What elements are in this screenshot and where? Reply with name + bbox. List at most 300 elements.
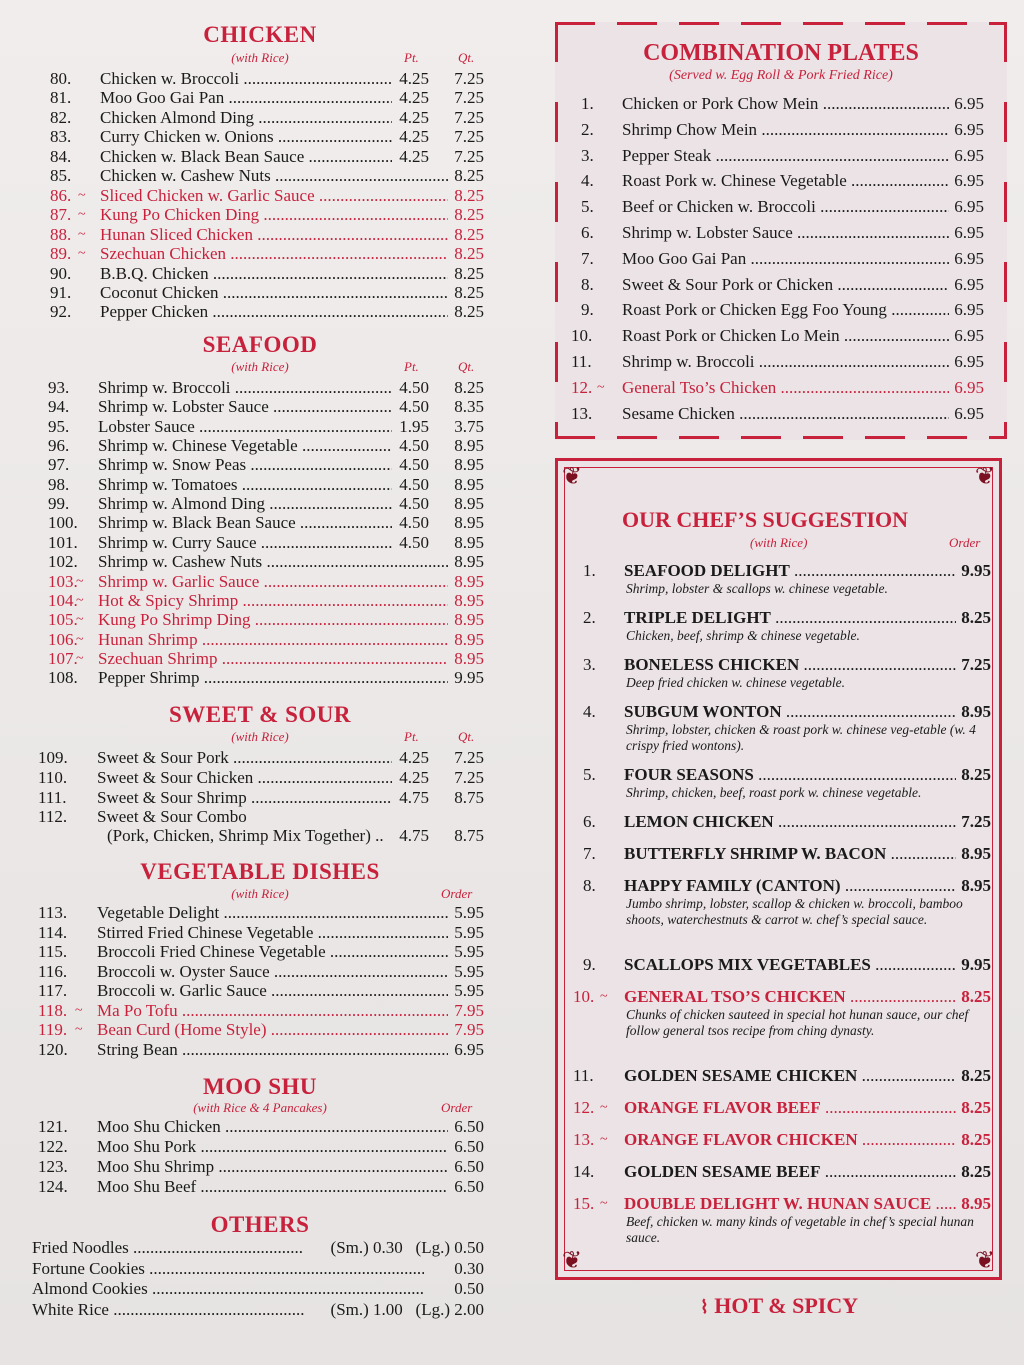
item-price-quart: 8.75 bbox=[454, 787, 484, 807]
item-number: 104. bbox=[48, 590, 78, 610]
menu-item bbox=[0, 513, 500, 533]
menu-item bbox=[0, 1117, 500, 1137]
item-name: Shrimp w. Broccoli ..... bbox=[622, 352, 949, 372]
item-name: Kung Po Shrimp Ding ..... bbox=[98, 610, 448, 630]
item-name: Broccoli Fried Chinese Vegetable ..... bbox=[97, 942, 448, 962]
menu-item bbox=[0, 88, 500, 108]
menu-item bbox=[0, 494, 500, 514]
item-number: 11. bbox=[571, 352, 592, 371]
item-price: 8.25 bbox=[454, 244, 484, 264]
item-price: 0.50 bbox=[454, 1279, 484, 1298]
item-price: 6.95 bbox=[954, 274, 984, 294]
item-number: 99. bbox=[48, 494, 70, 514]
item-number: 5. bbox=[581, 197, 594, 217]
item-price: 8.25 bbox=[961, 608, 991, 627]
item-number: 6. bbox=[583, 812, 596, 831]
item-price-pint: 4.25 bbox=[399, 88, 429, 108]
item-name: Fortune Cookies ..... bbox=[32, 1259, 424, 1279]
item-description: Chicken, beef, shrimp & chinese vegetable. bbox=[626, 628, 860, 643]
item-name: SCALLOPS MIX VEGETABLES ..... bbox=[624, 955, 956, 975]
item-name: Sweet & Sour Combo bbox=[97, 807, 247, 827]
item-price-quart: 8.95 bbox=[454, 532, 484, 552]
item-name: TRIPLE DELIGHT ..... bbox=[624, 608, 956, 628]
menu-item bbox=[0, 244, 500, 264]
menu-item bbox=[0, 1020, 500, 1040]
item-price-pint: 4.25 bbox=[399, 127, 429, 147]
hot-pepper-icon: ~ bbox=[78, 207, 86, 223]
item-price: 8.25 bbox=[961, 1066, 991, 1085]
combo-subtitle: (Served w. Egg Roll & Pork Fried Rice) bbox=[669, 68, 893, 83]
item-name: White Rice ..... bbox=[32, 1300, 304, 1320]
hot-pepper-icon: ~ bbox=[76, 631, 84, 647]
item-number: 92. bbox=[50, 302, 72, 322]
item-price: 6.95 bbox=[954, 300, 984, 320]
item-name: Stirred Fried Chinese Vegetable ..... bbox=[97, 923, 448, 943]
item-price: 6.95 bbox=[954, 94, 984, 113]
combo-border-left bbox=[555, 22, 558, 439]
item-price: 8.95 bbox=[454, 571, 484, 591]
item-number: 105. bbox=[48, 610, 78, 630]
item-name: Shrimp w. Snow Peas ..... bbox=[98, 455, 392, 475]
chefs-suggestion-box bbox=[555, 458, 1002, 1280]
item-price-pint: 1.95 bbox=[399, 416, 429, 436]
item-price-pint: 4.50 bbox=[399, 378, 429, 397]
item-number: 10. bbox=[573, 987, 595, 1006]
item-name: Sweet & Sour Shrimp ..... bbox=[97, 788, 392, 808]
item-price-pint: 4.25 bbox=[399, 767, 429, 787]
item-number: 4. bbox=[581, 171, 594, 191]
sweetsour-pt-header: Pt. bbox=[404, 729, 419, 744]
item-number: 116. bbox=[38, 961, 68, 981]
item-number: 120. bbox=[38, 1039, 68, 1059]
item-name: Roast Pork or Chicken Egg Foo Young ..... bbox=[622, 300, 949, 320]
item-number: 13. bbox=[573, 1130, 595, 1149]
item-price: 6.50 bbox=[454, 1117, 484, 1136]
item-price: 8.95 bbox=[454, 648, 484, 668]
item-number: 91. bbox=[50, 282, 72, 302]
item-name: HAPPY FAMILY (CANTON) ..... bbox=[624, 876, 956, 896]
menu-item bbox=[0, 455, 500, 475]
item-number: 15. bbox=[573, 1194, 595, 1213]
item-name: Ma Po Tofu ..... bbox=[97, 1001, 448, 1021]
hot-pepper-icon: ~ bbox=[76, 612, 84, 628]
item-name: BUTTERFLY SHRIMP W. BACON ..... bbox=[624, 844, 956, 864]
combo-price-pint: 4.75 bbox=[399, 826, 429, 845]
item-price: 8.25 bbox=[961, 1162, 991, 1181]
item-name: BONELESS CHICKEN ..... bbox=[624, 655, 956, 675]
item-name: LEMON CHICKEN ..... bbox=[624, 812, 956, 832]
item-price: 5.95 bbox=[454, 903, 484, 922]
hot-pepper-icon: ~ bbox=[76, 573, 84, 589]
item-name: Shrimp w. Garlic Sauce ..... bbox=[98, 572, 448, 592]
menu-item bbox=[0, 981, 500, 1001]
item-number: 7. bbox=[581, 248, 594, 268]
item-name: Hunan Shrimp ..... bbox=[98, 630, 448, 650]
item-price: 8.25 bbox=[454, 302, 484, 322]
item-number: 8. bbox=[581, 274, 594, 294]
item-number: 2. bbox=[581, 119, 594, 139]
item-price: 5.95 bbox=[454, 942, 484, 961]
item-price: 6.95 bbox=[454, 1039, 484, 1059]
item-price-pint: 4.50 bbox=[399, 474, 429, 494]
veg-title: VEGETABLE DISHES bbox=[140, 859, 380, 884]
item-number: 86. bbox=[50, 185, 72, 205]
menu-item bbox=[0, 610, 500, 630]
item-price: 8.25 bbox=[454, 224, 484, 244]
item-name: Roast Pork or Chicken Lo Mein ..... bbox=[622, 326, 949, 346]
item-name: Sweet & Sour Pork ..... bbox=[97, 748, 392, 768]
mooshu-subtitle: (with Rice & 4 Pancakes) bbox=[193, 1100, 327, 1115]
item-number: 3. bbox=[581, 145, 594, 165]
item-number: 89. bbox=[50, 244, 72, 264]
item-number: 1. bbox=[581, 94, 594, 113]
item-name: Shrimp w. Curry Sauce ..... bbox=[98, 533, 392, 553]
menu-item bbox=[0, 807, 500, 827]
item-description: Shrimp, lobster, chicken & roast pork w. chinese veg-etable (w. 4 crispy fried wontons). bbox=[626, 722, 976, 753]
mooshu-title: MOO SHU bbox=[202, 1074, 318, 1099]
item-price: 8.25 bbox=[961, 1130, 991, 1149]
item-price-quart: 8.95 bbox=[454, 494, 484, 514]
hot-pepper-icon: ~ bbox=[78, 226, 86, 242]
item-number: 8. bbox=[583, 876, 596, 895]
menu-item bbox=[0, 378, 500, 398]
menu-item bbox=[0, 572, 500, 592]
item-price-pint: 4.25 bbox=[399, 748, 429, 767]
item-price: 6.95 bbox=[954, 119, 984, 139]
item-number: 122. bbox=[38, 1137, 68, 1156]
menu-item bbox=[0, 903, 500, 923]
menu-item bbox=[0, 923, 500, 943]
menu-item bbox=[0, 283, 500, 303]
item-name: Chicken Almond Ding ..... bbox=[100, 108, 392, 128]
combo-price-quart: 8.75 bbox=[454, 826, 484, 845]
item-price: 8.95 bbox=[961, 876, 991, 895]
seafood-qt-header: Qt. bbox=[458, 359, 475, 374]
combo-border-top bbox=[555, 22, 1007, 25]
item-number: 1. bbox=[583, 561, 596, 580]
hot-pepper-icon: ~ bbox=[75, 1022, 83, 1037]
item-number: 96. bbox=[48, 436, 70, 456]
item-number: 94. bbox=[48, 397, 70, 417]
chicken-subtitle: (with Rice) bbox=[231, 50, 289, 65]
item-number: 4. bbox=[583, 702, 596, 721]
veg-subtitle: (with Rice) bbox=[231, 886, 289, 901]
item-price-quart: 7.25 bbox=[454, 146, 484, 166]
chef-title: OUR CHEF’S SUGGESTION bbox=[622, 507, 909, 532]
item-price: 7.25 bbox=[961, 655, 991, 674]
item-number: 119. bbox=[38, 1020, 68, 1039]
item-number: 85. bbox=[50, 166, 72, 186]
item-name: Shrimp w. Broccoli ..... bbox=[98, 378, 392, 398]
chef-subtitle: (with Rice) bbox=[750, 535, 808, 550]
item-name: Beef or Chicken w. Broccoli ..... bbox=[622, 197, 949, 217]
item-price-quart: 7.25 bbox=[454, 127, 484, 147]
ornament-bottom-right-icon: ❦ bbox=[974, 1248, 995, 1274]
item-price: 8.95 bbox=[454, 610, 484, 630]
item-name: Sesame Chicken ..... bbox=[622, 404, 949, 424]
hot-pepper-icon: ~ bbox=[78, 187, 86, 203]
item-name: Broccoli w. Garlic Sauce ..... bbox=[97, 981, 448, 1001]
item-price-quart: 7.25 bbox=[454, 88, 484, 108]
item-name: Broccoli w. Oyster Sauce ..... bbox=[97, 962, 448, 982]
item-price-pint: 4.50 bbox=[399, 532, 429, 552]
ornament-bottom-left-icon: ❦ bbox=[562, 1248, 583, 1274]
item-name: Pepper Chicken ..... bbox=[100, 302, 448, 322]
hot-pepper-icon: ~ bbox=[597, 379, 605, 395]
menu-item bbox=[0, 397, 500, 417]
menu-item bbox=[0, 1177, 500, 1197]
item-price: 5.95 bbox=[454, 981, 484, 1000]
item-price-quart: 7.25 bbox=[454, 107, 484, 127]
item-number: 97. bbox=[48, 455, 70, 475]
item-price: 6.95 bbox=[954, 223, 984, 242]
item-number: 111. bbox=[38, 787, 67, 807]
item-number: 93. bbox=[48, 378, 70, 397]
item-price: 7.25 bbox=[961, 812, 991, 831]
item-name: General Tso’s Chicken ..... bbox=[622, 378, 949, 398]
item-price: 8.25 bbox=[454, 263, 484, 283]
item-name: SEAFOOD DELIGHT ..... bbox=[624, 561, 956, 581]
item-number: 12. bbox=[573, 1098, 595, 1117]
item-price: 6.95 bbox=[954, 248, 984, 268]
item-price: 7.95 bbox=[454, 1020, 484, 1039]
item-name: FOUR SEASONS ..... bbox=[624, 765, 956, 785]
item-number: 7. bbox=[583, 844, 596, 863]
legend-label: HOT & SPICY bbox=[714, 1293, 859, 1318]
item-number: 108. bbox=[48, 668, 78, 688]
item-name: Vegetable Delight ..... bbox=[97, 903, 448, 923]
menu-item bbox=[0, 108, 500, 128]
sweetsour-subtitle: (with Rice) bbox=[231, 729, 289, 744]
item-number: 106. bbox=[48, 629, 78, 649]
item-name: Shrimp w. Chinese Vegetable ..... bbox=[98, 436, 392, 456]
item-number: 10. bbox=[571, 326, 593, 346]
item-price: 6.50 bbox=[454, 1177, 484, 1196]
item-price-pint: 4.25 bbox=[399, 107, 429, 127]
item-number: 14. bbox=[573, 1162, 595, 1181]
menu-item bbox=[0, 1300, 500, 1320]
combo-border-bottom bbox=[555, 436, 1007, 439]
item-number: 81. bbox=[50, 88, 72, 108]
item-name: Moo Shu Pork ..... bbox=[97, 1137, 448, 1157]
item-number: 100. bbox=[48, 513, 78, 533]
item-name: Bean Curd (Home Style) ..... bbox=[97, 1020, 448, 1040]
item-price-quart: 7.25 bbox=[454, 69, 484, 88]
sweetsour-title: SWEET & SOUR bbox=[169, 702, 351, 727]
item-name: Sweet & Sour Chicken ..... bbox=[97, 768, 392, 788]
item-price: 9.95 bbox=[961, 561, 991, 580]
menu-item bbox=[0, 69, 500, 89]
item-name: Chicken w. Cashew Nuts ..... bbox=[100, 166, 448, 186]
item-number: 112. bbox=[38, 807, 68, 827]
item-description: Deep fried chicken w. chinese vegetable. bbox=[626, 675, 846, 690]
item-name: String Bean ..... bbox=[97, 1040, 448, 1060]
item-price: 9.95 bbox=[961, 955, 991, 974]
item-name: GOLDEN SESAME CHICKEN ..... bbox=[624, 1066, 956, 1086]
item-price-quart: 8.95 bbox=[454, 513, 484, 533]
menu-item bbox=[0, 1279, 500, 1299]
item-number: 11. bbox=[573, 1066, 594, 1085]
item-name: Coconut Chicken ..... bbox=[100, 283, 448, 303]
item-number: 9. bbox=[581, 300, 594, 320]
item-price: 5.95 bbox=[454, 922, 484, 942]
item-number: 113. bbox=[38, 903, 68, 922]
menu-item bbox=[0, 302, 500, 322]
chicken-pt-header: Pt. bbox=[404, 50, 419, 65]
menu-item bbox=[0, 1259, 500, 1279]
chef-order-header: Order bbox=[949, 535, 981, 550]
item-price-quart: 7.25 bbox=[454, 748, 484, 767]
item-name: Sliced Chicken w. Garlic Sauce ..... bbox=[100, 186, 448, 206]
item-price: 9.95 bbox=[454, 668, 484, 688]
item-number: 110. bbox=[38, 767, 68, 787]
combo-title: COMBINATION PLATES bbox=[643, 40, 919, 66]
item-number: 101. bbox=[48, 532, 78, 552]
item-price-pint: 4.50 bbox=[399, 513, 429, 533]
combo-border-right bbox=[1004, 22, 1007, 439]
menu-item bbox=[0, 186, 500, 206]
item-price: 6.95 bbox=[954, 377, 984, 397]
item-description: Jumbo shrimp, lobster, scallop & chicken w. broccoli, bamboo shoots, waterchestnuts & carrot w. chef’s special sauce. bbox=[626, 896, 963, 927]
item-price: 8.95 bbox=[454, 629, 484, 649]
menu-item bbox=[0, 436, 500, 456]
mooshu-order-header: Order bbox=[441, 1100, 473, 1115]
item-name: Shrimp w. Cashew Nuts ..... bbox=[98, 552, 448, 572]
item-number: 114. bbox=[38, 922, 68, 942]
menu-item bbox=[0, 1157, 500, 1177]
item-number: 83. bbox=[50, 127, 72, 147]
hot-pepper-icon: ~ bbox=[76, 592, 84, 608]
item-name: DOUBLE DELIGHT W. HUNAN SAUCE ..... bbox=[624, 1194, 956, 1214]
item-price: 8.95 bbox=[961, 1194, 991, 1213]
item-price: 8.95 bbox=[454, 590, 484, 610]
item-price-pint: 4.25 bbox=[399, 146, 429, 166]
item-name: SUBGUM WONTON ..... bbox=[624, 702, 956, 722]
item-price: 8.25 bbox=[454, 185, 484, 205]
item-number: 109. bbox=[38, 748, 68, 767]
item-number: 103. bbox=[48, 571, 78, 591]
item-price: 8.25 bbox=[961, 1098, 991, 1117]
menu-item bbox=[0, 748, 500, 768]
item-price-quart: 8.25 bbox=[454, 378, 484, 397]
seafood-pt-header: Pt. bbox=[404, 359, 419, 374]
item-number: 88. bbox=[50, 224, 72, 244]
item-name: Sweet & Sour Pork or Chicken ..... bbox=[622, 275, 949, 295]
item-price-quart: 7.25 bbox=[454, 767, 484, 787]
item-name: Shrimp w. Black Bean Sauce ..... bbox=[98, 513, 392, 533]
hot-pepper-icon: ⌇ bbox=[700, 1297, 709, 1317]
item-name: Almond Cookies ..... bbox=[32, 1279, 424, 1299]
item-number: 102. bbox=[48, 552, 78, 572]
item-name: B.B.Q. Chicken ..... bbox=[100, 264, 448, 284]
menu-item bbox=[0, 768, 500, 788]
menu-item bbox=[0, 668, 500, 688]
hot-pepper-icon: ~ bbox=[78, 246, 86, 262]
item-price-pint: 4.50 bbox=[399, 494, 429, 514]
item-price-quart: 8.95 bbox=[454, 474, 484, 494]
menu-item bbox=[0, 1040, 500, 1060]
item-number: 6. bbox=[581, 223, 594, 242]
item-number: 12. bbox=[571, 377, 593, 397]
item-name: Moo Shu Chicken ..... bbox=[97, 1117, 448, 1137]
item-name: Kung Po Chicken Ding ..... bbox=[100, 205, 448, 225]
item-description: Shrimp, lobster & scallops w. chinese vegetable. bbox=[626, 581, 888, 596]
menu-item bbox=[0, 225, 500, 245]
item-price: 6.95 bbox=[954, 403, 984, 423]
item-price: 6.50 bbox=[454, 1137, 484, 1156]
item-number: 124. bbox=[38, 1177, 68, 1196]
item-name: Szechuan Chicken ..... bbox=[100, 244, 448, 264]
menu-item bbox=[0, 475, 500, 495]
item-name: Chicken w. Broccoli ..... bbox=[100, 69, 392, 89]
item-price: 6.95 bbox=[954, 352, 984, 371]
item-name: ORANGE FLAVOR CHICKEN ..... bbox=[624, 1130, 956, 1150]
ornament-top-left-icon: ❦ bbox=[562, 464, 583, 490]
item-name: Roast Pork w. Chinese Vegetable ..... bbox=[622, 171, 949, 191]
menu-item bbox=[0, 1001, 500, 1021]
item-name: Hot & Spicy Shrimp ..... bbox=[98, 591, 448, 611]
hot-pepper-icon: ~ bbox=[76, 650, 84, 666]
item-name: Moo Shu Shrimp ..... bbox=[97, 1157, 448, 1177]
item-price: 8.25 bbox=[454, 166, 484, 186]
item-name: GOLDEN SESAME BEEF ..... bbox=[624, 1162, 956, 1182]
item-price: 5.95 bbox=[454, 961, 484, 981]
item-price: 8.95 bbox=[961, 844, 991, 863]
item-price-quart: 8.95 bbox=[454, 455, 484, 475]
item-name: Chicken w. Black Bean Sauce ..... bbox=[100, 147, 392, 167]
item-price: 6.95 bbox=[954, 145, 984, 165]
item-name: Shrimp w. Tomatoes ..... bbox=[98, 475, 392, 495]
hot-pepper-icon: ~ bbox=[600, 989, 608, 1004]
item-price-quart: 3.75 bbox=[454, 416, 484, 436]
item-number: 80. bbox=[50, 69, 72, 88]
menu-item bbox=[0, 1238, 500, 1258]
hot-pepper-icon: ~ bbox=[75, 1002, 83, 1018]
item-price-pint: 4.50 bbox=[399, 436, 429, 456]
item-name: Curry Chicken w. Onions ..... bbox=[100, 127, 392, 147]
item-description: Chunks of chicken sauteed in special hot hunan sauce, our chef follow general tsos recipe from ching dynasty. bbox=[626, 1007, 969, 1038]
hot-spicy-legend bbox=[700, 1293, 858, 1319]
item-number: 107. bbox=[48, 648, 78, 668]
item-number: 118. bbox=[38, 1000, 68, 1020]
item-name: Shrimp w. Lobster Sauce ..... bbox=[622, 223, 949, 243]
item-number: 117. bbox=[38, 981, 68, 1000]
item-name: Chicken or Pork Chow Mein ..... bbox=[622, 94, 949, 114]
item-price-pint: 4.25 bbox=[399, 69, 429, 88]
item-number: 3. bbox=[583, 655, 596, 674]
hot-pepper-icon: ~ bbox=[600, 1196, 608, 1211]
seafood-subtitle: (with Rice) bbox=[231, 359, 289, 374]
menu-item bbox=[0, 552, 500, 572]
item-name: Moo Goo Gai Pan ..... bbox=[622, 249, 949, 269]
item-price: 8.95 bbox=[454, 552, 484, 572]
menu-item bbox=[0, 264, 500, 284]
chicken-qt-header: Qt. bbox=[458, 50, 475, 65]
item-number: 82. bbox=[50, 107, 72, 127]
item-price: 6.50 bbox=[454, 1157, 484, 1176]
menu-item bbox=[0, 591, 500, 611]
chicken-title: CHICKEN bbox=[203, 22, 317, 47]
menu-item bbox=[0, 127, 500, 147]
item-number: 9. bbox=[583, 955, 596, 974]
seafood-title: SEAFOOD bbox=[202, 332, 318, 357]
hot-pepper-icon: ~ bbox=[600, 1100, 608, 1115]
item-number: 5. bbox=[583, 765, 596, 784]
item-price: 6.95 bbox=[954, 171, 984, 191]
ornament-top-right-icon: ❦ bbox=[974, 464, 995, 490]
item-number: 84. bbox=[50, 146, 72, 166]
item-number: 115. bbox=[38, 942, 68, 961]
